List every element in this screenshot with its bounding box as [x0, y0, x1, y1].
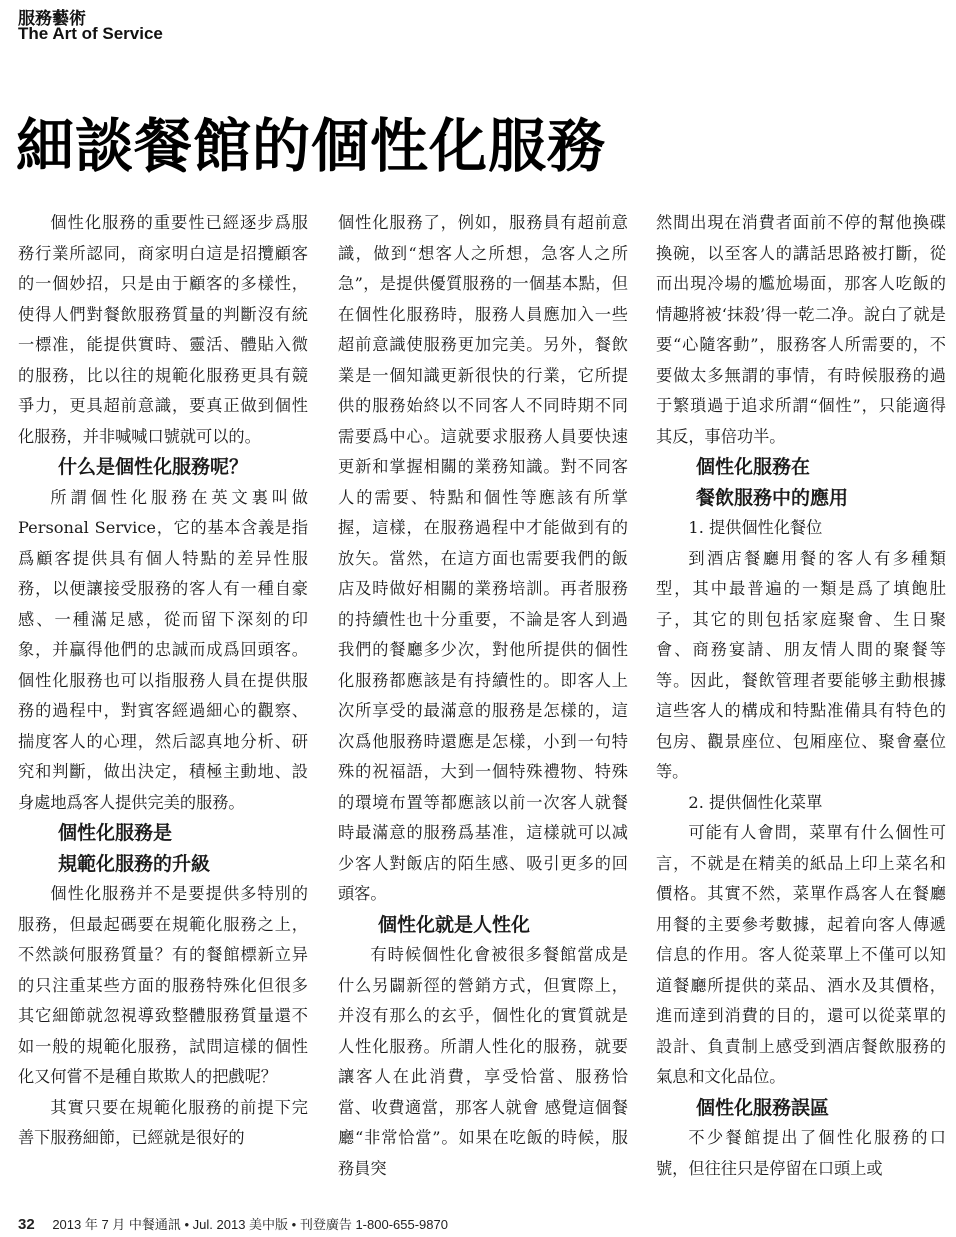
paragraph: 然間出現在消費者面前不停的幫他換碟換碗，以至客人的講話思路被打斷，從而出現冷場的尷尬場面，那客人吃飯的情趣將被‘抹殺’得一乾二净。說白了就是要“心隨客動”，服務客人所需要的，不要做太多無謂的事情，有時候服務的過于繁瑣過于追求所謂“個性”，只能適得其反，事倍功半。 — [656, 213, 946, 446]
subheading — [656, 452, 946, 513]
subheading: 個性化就是人性化 — [378, 913, 531, 936]
footer-text: 2013 年 7 月 中餐通訊 • Jul. 2013 美中版 • 刊登廣告 1-800-655-9870 — [52, 1217, 448, 1232]
paragraph: 不少餐館提出了個性化服務的口號，但往往只是停留在口頭上或 — [656, 1128, 946, 1178]
paragraph: 可能有人會問，菜單有什么個性可言，不就是在精美的紙品上印上菜名和價格。其實不然，菜單作爲客人在餐廳用餐的主要參考數據，起着向客人傳遞信息的作用。客人從菜單上不僅可以知道餐廳所提供的菜品、酒水及其價格，進而達到消費的目的，還可以從菜單的設計、負責制上感受到酒店餐飲服務的氣息和文化品位。 — [656, 823, 946, 1086]
section-label-zh: 服務藝術 — [18, 9, 86, 29]
article-title: 細談餐館的個性化服務 — [16, 112, 607, 180]
column-2 — [338, 208, 628, 1184]
page-number: 32 — [18, 1216, 35, 1233]
page-footer — [18, 1214, 448, 1233]
subheading: 什么是個性化服務呢？ — [58, 456, 249, 478]
column-1 — [18, 208, 308, 1154]
subheading-line: 規範化服務的升級 — [58, 852, 211, 875]
paragraph: 到酒店餐廳用餐的客人有多種類型，其中最普遍的一類是爲了填飽肚子，其它的則包括家庭聚會、生日聚會、商務宴請、朋友情人間的聚餐等等。因此，餐飲管理者要能够主動根據這些客人的構成和特點准備具有特色的包房、觀景座位、包厢座位、聚會臺位等。 — [656, 548, 946, 781]
section-label-en: The Art of Service — [18, 24, 163, 43]
subheading-line: 個性化服務在 — [696, 456, 811, 478]
paragraph: 個性化服務了，例如，服務員有超前意識，做到“想客人之所想，急客人之所急”，是提供優質服務的一個基本點，但在個性化服務時，服務人員應加入一些超前意識使服務更加完美。另外，餐飲業是一個知識更新很快的行業，它所提供的服務始終以不同客人不同時期不同需要爲中心。這就要求服務人員要快速更新和掌握相關的業務知識。對不同客人的需要、特點和個性等應該有所掌握，這樣，在服務過程中才能做到有的放矢。當然，在這方面也需要我們的飯店及時做好相關的業務培訓。再者服務的持續性也十分重要，不論是客人到過我們的餐廳多少次，對他所提供的個性化服務都應該是有持續性的。即客人上次所享受的最滿意的服務是怎樣的，這次爲他服務時還應是怎樣，小到一句特殊的祝福語，大到一個特殊禮物、特殊的環境布置等都應該以前一次客人就餐時最滿意的服務爲基准，這樣就可以减少客人對飯店的陌生感、吸引更多的回頭客。 — [338, 213, 628, 903]
paragraph: 個性化服務并不是要提供多特別的服務，但最起碼要在規範化服務之上，不然談何服務質量？有的餐館標新立异的只注重某些方面的服務特殊化但很多其它細節就忽視導致整體服務質量還不如一般的規範化服務，試問這樣的個性化又何嘗不是種自欺欺人的把戲呢？ — [18, 884, 308, 1086]
paragraph: 有時候個性化會被很多餐館當成是什么另闢新徑的營銷方式，但實際上，并沒有那么的玄乎，個性化的實質就是人性化服務。所謂人性化的服務，就要讓客人在此消費，享受恰當、服務恰當、收費適當，那客人就會 感覺這個餐廳“非常恰當”。如果在吃飯的時候，服務員突 — [338, 945, 628, 1178]
paragraph: 其實只要在規範化服務的前提下完善下服務細節，已經就是很好的 — [18, 1097, 308, 1147]
subheading-line: 餐飲服務中的應用 — [696, 486, 849, 509]
subheading-line: 個性化服務是 — [58, 822, 173, 844]
paragraph: 所謂個性化服務在英文裏叫做 Personal Service，它的基本含義是指爲顧客提供具有個人特點的差异性服務，以便讓接受服務的客人有一種自豪感、一種滿足感，從而留下深刻的印象，并贏得他們的忠誠而成爲回頭客。個性化服務也可以指服務人員在提供服務的過程中，對賓客經過細心的觀察、揣度客人的心理，然后認真地分析、研究和判斷，做出決定，積極主動地、設身處地爲客人提供完美的服務。 — [18, 487, 308, 812]
paragraph: 個性化服務的重要性已經逐步爲服務行業所認同，商家明白這是招攬顧客的一個妙招，只是由于顧客的多樣性，使得人們對餐飲服務質量的判斷沒有統一標准，能提供實時、靈活、體貼入微的服務，比以往的規範化服務更具有競爭力，更具超前意識，要真正做到個性化服務，并非喊喊口號就可以的。 — [18, 213, 308, 446]
numbered-subtitle: 2. 提供個性化菜單 — [688, 792, 823, 812]
column-3 — [656, 208, 946, 1184]
subheading — [18, 818, 308, 879]
numbered-subtitle: 1. 提供個性化餐位 — [688, 518, 823, 537]
subheading: 個性化服務誤區 — [696, 1096, 830, 1119]
